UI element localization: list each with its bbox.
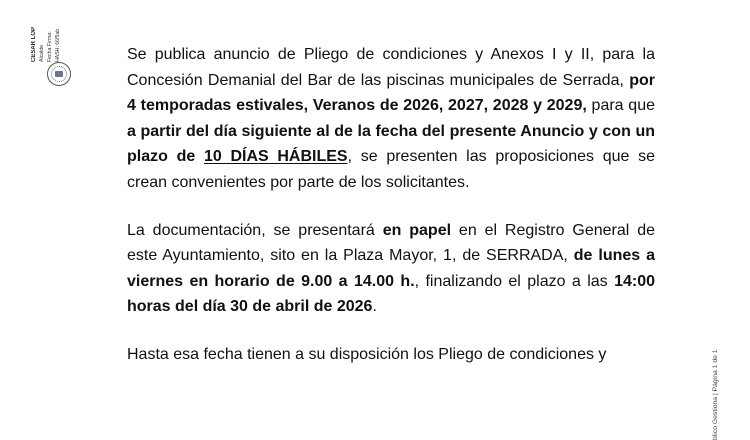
text-run: por 4 temporadas estivales, Veranos de 2026, 2027, 2028 y 2029,	[127, 71, 655, 115]
signer-title: Alcalde	[39, 44, 45, 62]
text-run: en el Registro General de este Ayuntamiento, sito en la Plaza Mayor, 1, de SERRADA,	[127, 221, 655, 265]
signature-hash: HASH: 66f5ab	[55, 28, 61, 62]
municipal-seal-icon	[47, 62, 71, 86]
text-run: Hasta esa fecha tienen a su disposición los Pliego de condiciones y	[127, 345, 607, 363]
text-run: para que	[586, 97, 656, 115]
signature-block	[30, 0, 100, 62]
text-run: .	[372, 298, 377, 316]
paragraph-3	[127, 342, 655, 368]
announcement-body	[127, 42, 655, 368]
text-run: a partir del día siguiente al de la fecha del presente Anuncio y con un plazo de	[127, 122, 655, 166]
footer-vertical-text: blico Gestiona | Página 1 de 1	[712, 349, 719, 440]
signature-date-label: Fecha Firma:	[47, 31, 53, 62]
text-run: de lunes a viernes en horario de 9.00 a 14.00 h.	[127, 247, 655, 290]
paragraph-2	[127, 218, 655, 320]
text-run: , finalizando el plazo a las	[414, 272, 615, 290]
text-run: 14:00 horas del día 30 de abril de 2026	[127, 272, 655, 316]
text-run: La documentación, se presentará	[127, 221, 383, 239]
text-run: en papel	[382, 221, 452, 239]
signer-name: CESAR LOP	[31, 26, 37, 62]
text-run: , se presenten las proposiciones que se crean convenientes por parte de los solicitantes.	[127, 148, 656, 191]
text-run: 10 DÍAS HÁBILES	[203, 148, 348, 166]
text-run: Se publica anuncio de Pliego de condiciones y Anexos I y II, para la Concesión Demanial del Bar de las piscinas municipales de Serrada,	[127, 46, 655, 89]
paragraph-1	[127, 42, 655, 196]
